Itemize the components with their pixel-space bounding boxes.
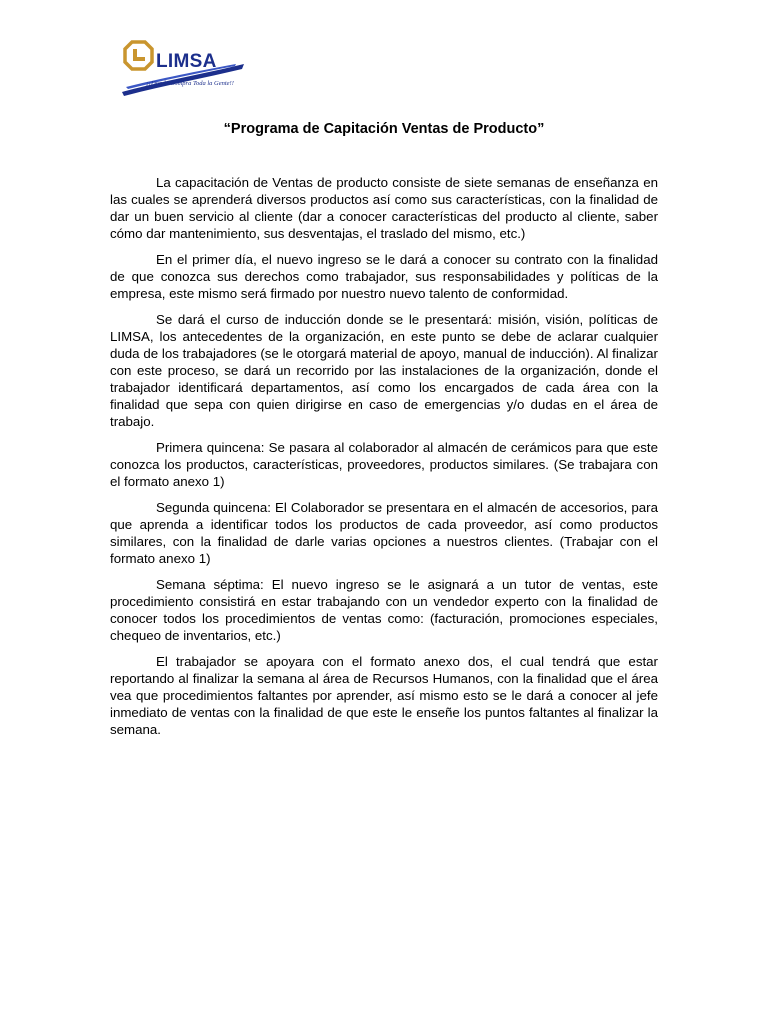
paragraph: Segunda quincena: El Colaborador se presentara en el almacén de accesorios, para que aprenda a identificar todos los productos de cada proveedor, así como productos similares, con la finalidad de darle varias opciones a nuestros clientes. (Trabajar con el formato anexo 1) — [110, 500, 658, 566]
logo-brand-text: LIMSA — [156, 51, 217, 72]
document-body — [110, 174, 658, 747]
company-logo — [118, 38, 248, 100]
paragraph: El trabajador se apoyara con el formato anexo dos, el cual tendrá que estar reportando al finalizar la semana al área de Recursos Humanos, con la finalidad que el área vea que procedimientos faltantes por aprender, así mismo esto se le dará a conocer al jefe inmediato de ventas con la finalidad de que este le enseñe los puntos faltantes al finalizar la semana. — [110, 654, 658, 737]
paragraph: Primera quincena: Se pasara al colaborador al almacén de cerámicos para que este conozca los productos, características, proveedores, productos similares. (Se trabajara con el formato anexo 1) — [110, 440, 658, 489]
paragraph: Semana séptima: El nuevo ingreso se le asignará a un tutor de ventas, este procedimiento consistirá en estar trabajando con un vendedor experto con la finalidad de conocer todos los procedimientos de ventas como: (facturación, promociones especiales, chequeo de inventarios, etc.) — [110, 577, 658, 643]
paragraph: Se dará el curso de inducción donde se le presentará: misión, visión, políticas de LIMSA, los antecedentes de la organización, en este punto se debe de aclarar cualquier duda de los trabajadores (se le otorgará material de apoyo, manual de inducción). Al finalizar con este proceso, se dará un recorrido por las instalaciones de la organización, donde el trabajador identificará departamentos, así como los encargados de cada área con la finalidad que sepa con quien dirigirse en caso de emergencias y/o dudas en el área de trabajo. — [110, 312, 658, 429]
paragraph: La capacitación de Ventas de producto consiste de siete semanas de enseñanza en las cuales se aprenderá diversos productos así como sus características, con la finalidad de dar un buen servicio al cliente (dar a conocer características del producto al cliente, saber cómo dar mantenimiento, sus desventajas, el traslado del mismo, etc.) — [110, 175, 658, 241]
paragraph: En el primer día, el nuevo ingreso se le dará a conocer su contrato con la finalidad de que conozca sus derechos como trabajador, sus responsabilidades y políticas de la empresa, este mismo será firmado por nuestro nuevo talento de conformidad. — [110, 252, 658, 301]
document-title: “Programa de Capitación Ventas de Producto” — [223, 121, 545, 137]
logo-tagline: ¡¡Donde Compra Toda la Gente!! — [146, 80, 234, 87]
